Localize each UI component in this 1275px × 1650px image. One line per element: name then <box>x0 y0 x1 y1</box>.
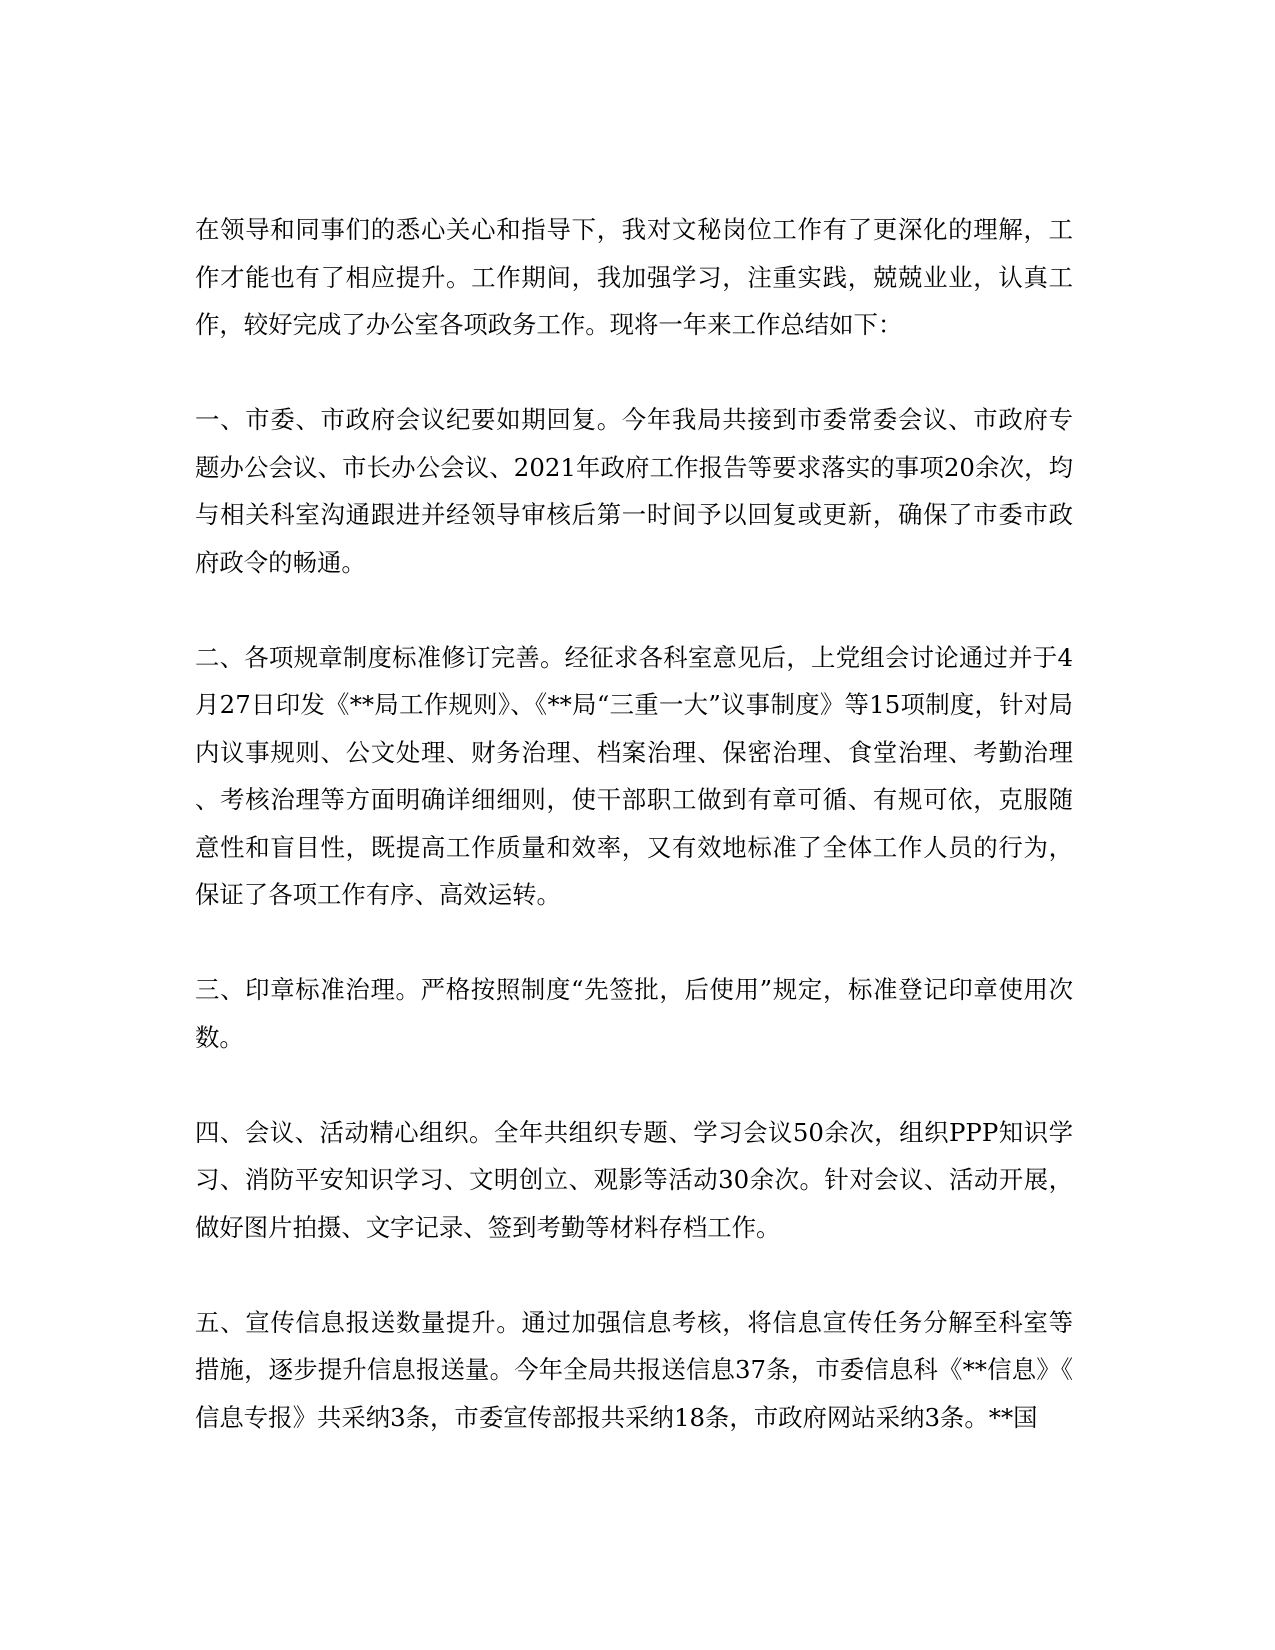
paragraph-item-2: 二、各项规章制度标准修订完善。经征求各科室意见后，上党组会讨论通过并于4月27日印发《**局工作规则》、《**局“三重一大”议事制度》等15项制度，针对局内议事规则、公文处理、财务治理、档案治理、保密治理、食堂治理、考勤治理、考核治理等方面明确详细细则，使干部职工做到有章可循、有规可依，克服随意性和盲目性，既提高工作质量和效率，又有效地标准了全体工作人员的行为，保证了各项工作有序、高效运转。 <box>195 642 1073 909</box>
paragraph-item-5: 五、宣传信息报送数量提升。通过加强信息考核，将信息宣传任务分解至科室等措施，逐步提升信息报送量。今年全局共报送信息37条，市委信息科《**信息》《信息专报》共采纳3条，市委宣传部报共采纳18条，市政府网站采纳3条。**国 <box>195 1307 1073 1432</box>
paragraph-item-4: 四、会议、活动精心组织。全年共组织专题、学习会议50余次，组织PPP知识学习、消防平安知识学习、文明创立、观影等活动30余次。针对会议、活动开展，做好图片拍摄、文字记录、签到考勤等材料存档工作。 <box>195 1117 1073 1242</box>
paragraph-intro: 在领导和同事们的悉心关心和指导下，我对文秘岗位工作有了更深化的理解，工作才能也有了相应提升。工作期间，我加强学习，注重实践，兢兢业业，认真工作，较好完成了办公室各项政务工作。现将一年来工作总结如下： <box>195 215 1073 339</box>
document-body <box>195 206 1073 1441</box>
paragraph-item-3: 三、印章标准治理。严格按照制度“先签批，后使用”规定，标准登记印章使用次数。 <box>195 975 1073 1052</box>
paragraph-item-1: 一、市委、市政府会议纪要如期回复。今年我局共接到市委常委会议、市政府专题办公会议、市长办公会议、2021年政府工作报告等要求落实的事项20余次，均与相关科室沟通跟进并经领导审核后第一时间予以回复或更新，确保了市委市政府政令的畅通。 <box>195 405 1073 577</box>
